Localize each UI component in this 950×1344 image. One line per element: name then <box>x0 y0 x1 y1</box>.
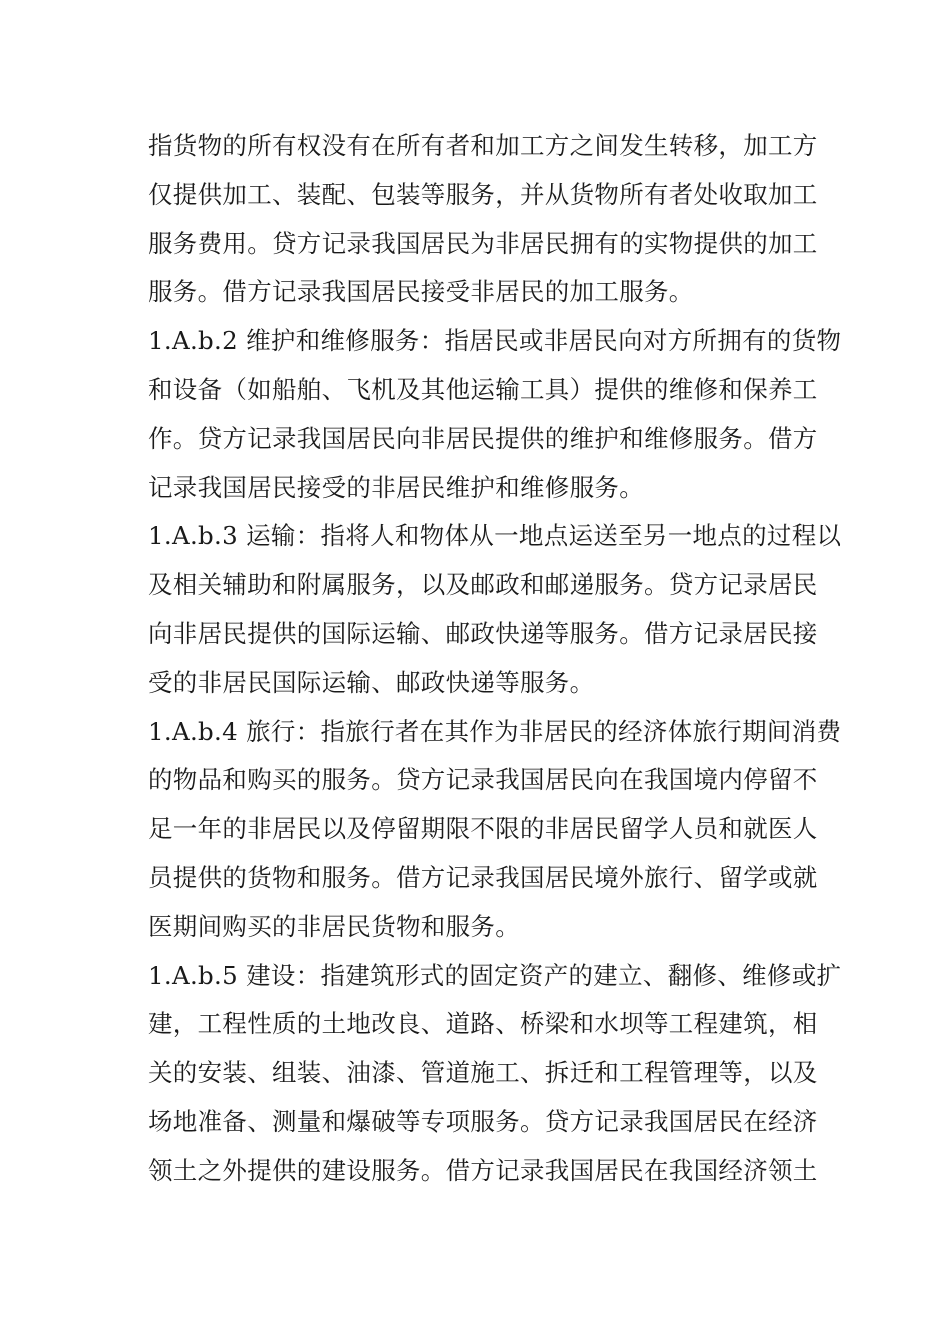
text-line: 员提供的货物和服务。借方记录我国居民境外旅行、留学或就 <box>148 862 818 892</box>
section-heading-line: 1.A.b.3 运输：指将人和物体从一地点运送至另一地点的过程以 <box>148 521 842 551</box>
section-heading-line: 1.A.b.4 旅行：指旅行者在其作为非居民的经济体旅行期间消费 <box>148 716 842 746</box>
text-line: 足一年的非居民以及停留期限不限的非居民留学人员和就医人 <box>148 814 818 844</box>
text-line: 及相关辅助和附属服务，以及邮政和邮递服务。贷方记录居民 <box>148 570 818 600</box>
text-line: 仅提供加工、装配、包装等服务，并从货物所有者处收取加工 <box>148 179 818 209</box>
text-line: 场地准备、测量和爆破等专项服务。贷方记录我国居民在经济 <box>148 1106 818 1136</box>
body-text <box>148 122 842 1196</box>
text-line: 的物品和购买的服务。贷方记录我国居民向在我国境内停留不 <box>148 765 818 795</box>
text-line: 记录我国居民接受的非居民维护和维修服务。 <box>148 472 644 502</box>
section-heading-line: 1.A.b.2 维护和维修服务：指居民或非居民向对方所拥有的货物 <box>148 326 842 356</box>
text-line: 领土之外提供的建设服务。借方记录我国居民在我国经济领土 <box>148 1155 818 1185</box>
text-line: 向非居民提供的国际运输、邮政快递等服务。借方记录居民接 <box>148 618 818 648</box>
text-line: 关的安装、组装、油漆、管道施工、拆迁和工程管理等，以及 <box>148 1058 818 1088</box>
text-line: 受的非居民国际运输、邮政快递等服务。 <box>148 667 595 697</box>
section-heading-line: 1.A.b.5 建设：指建筑形式的固定资产的建立、翻修、维修或扩 <box>148 960 842 990</box>
text-line: 作。贷方记录我国居民向非居民提供的维护和维修服务。借方 <box>148 423 818 453</box>
text-line: 服务费用。贷方记录我国居民为非居民拥有的实物提供的加工 <box>148 228 818 258</box>
text-line: 医期间购买的非居民货物和服务。 <box>148 911 520 941</box>
text-line: 指货物的所有权没有在所有者和加工方之间发生转移，加工方 <box>148 131 818 160</box>
text-line: 服务。借方记录我国居民接受非居民的加工服务。 <box>148 277 694 307</box>
text-line: 建，工程性质的土地改良、道路、桥梁和水坝等工程建筑，相 <box>148 1009 818 1039</box>
text-line: 和设备（如船舶、飞机及其他运输工具）提供的维修和保养工 <box>148 374 818 404</box>
